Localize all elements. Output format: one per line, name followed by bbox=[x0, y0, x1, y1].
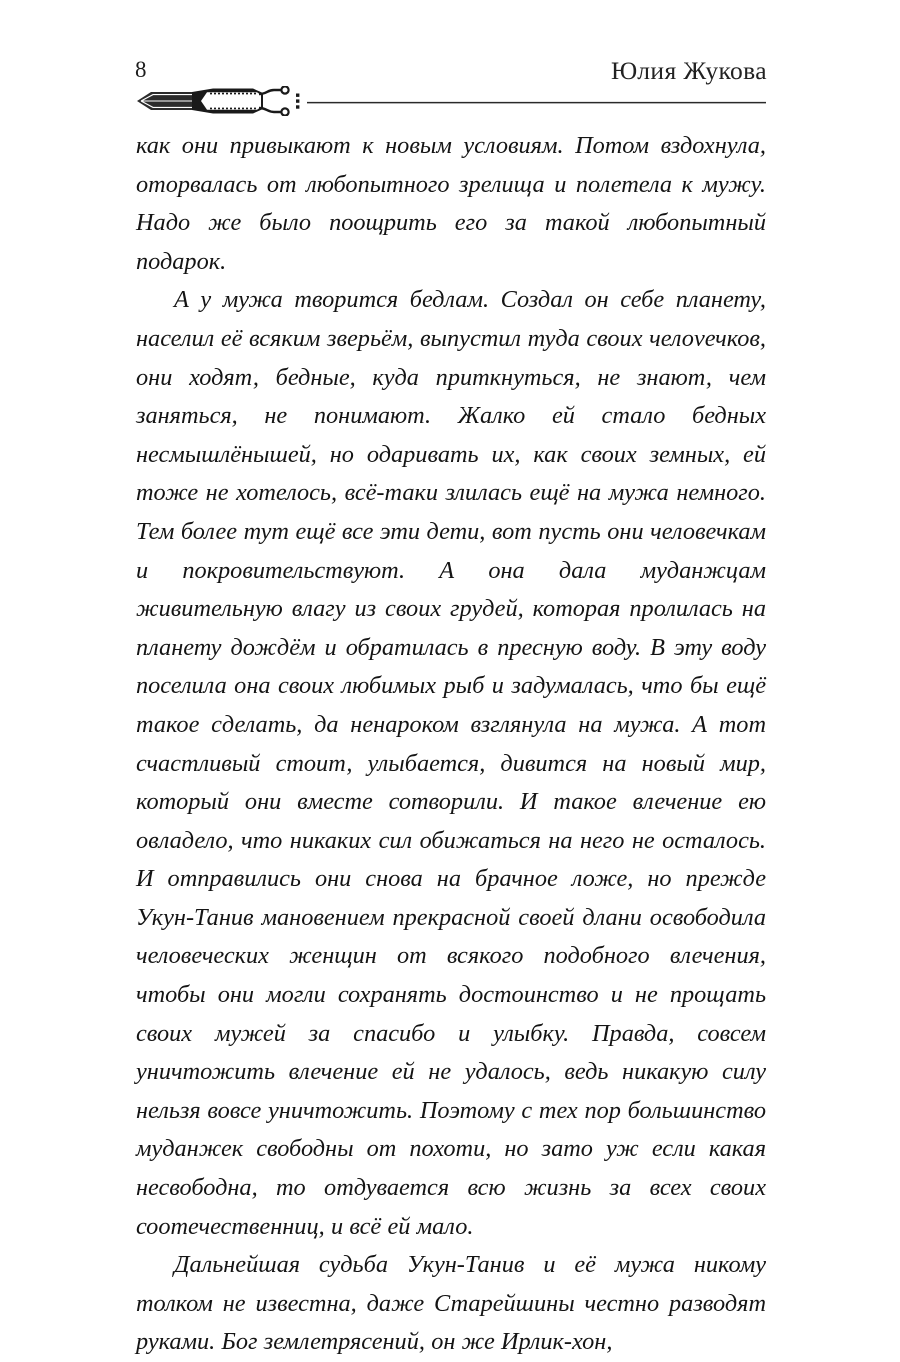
paragraph-continuation: как они привыкают к новым условиям. Потом вздохнула, оторвалась от любопытного зрелища и полетела к мужу. Надо же было поощрить его за такой любопытный подарок. bbox=[136, 132, 766, 275]
paragraph: А у мужа творится бедлам. Создал он себе планету, населил её всяким зверьём, выпустил туда своих челоvечков, они ходят, бедные, куда приткнуться, не знают, чем заняться, не понимают. Жалко ей стало бедных несмышлёнышей, но одаривать их, как своих земных, ей тоже не хотелось, всё-таки злилась ещё на мужа немного. Тем более тут ещё все эти дети, вот пусть они человечкам и покровительствуют. А она дала муданжцам живительную влагу из своих грудей, которая пролилась на планету дождём и обратилась в пресную воду. В эту воду поселила она своих любимых рыб и задумалась, что бы ещё такое сделать, да ненароком взглянула на мужа. А тот счастливый стоит, улыбается, дивится на новый мир, который они вместе сотворили. И такое влечение ею овладело, что никаких сил обижаться на него не осталось. И отправились они снова на брачное ложе, но прежде Укун-Танив мановением прекрасной своей длани освободила человеческих женщин от всякого подобного влечения, чтобы они могли сохранять достоинство и не прощать своих мужей за спасибо и улыбку. Правда, совсем уничтожить влечение ей не удалось, ведь никакую силу нельзя вовсе уничтожить. Поэтому с тех пор большинство муданжек свободны от похоти, но зато уж если какая несвободна, то отдувается всю жизнь за всех своих соотечественниц, и всё ей мало. bbox=[136, 286, 766, 1240]
paragraph: Дальнейшая судьба Укун-Танив и её мужа никому толком не известна, даже Старейшины честно разводят руками. Бог землетрясений, он же Ирлик-хон, bbox=[136, 1251, 766, 1356]
pen-nib-ornament-svg bbox=[135, 86, 767, 116]
page-text-block bbox=[136, 127, 766, 1362]
running-head-author: Юлия Жукова bbox=[611, 56, 767, 85]
page-number: 8 bbox=[135, 57, 147, 82]
running-head bbox=[135, 58, 767, 118]
pen-nib-ornament-icon bbox=[135, 86, 767, 116]
